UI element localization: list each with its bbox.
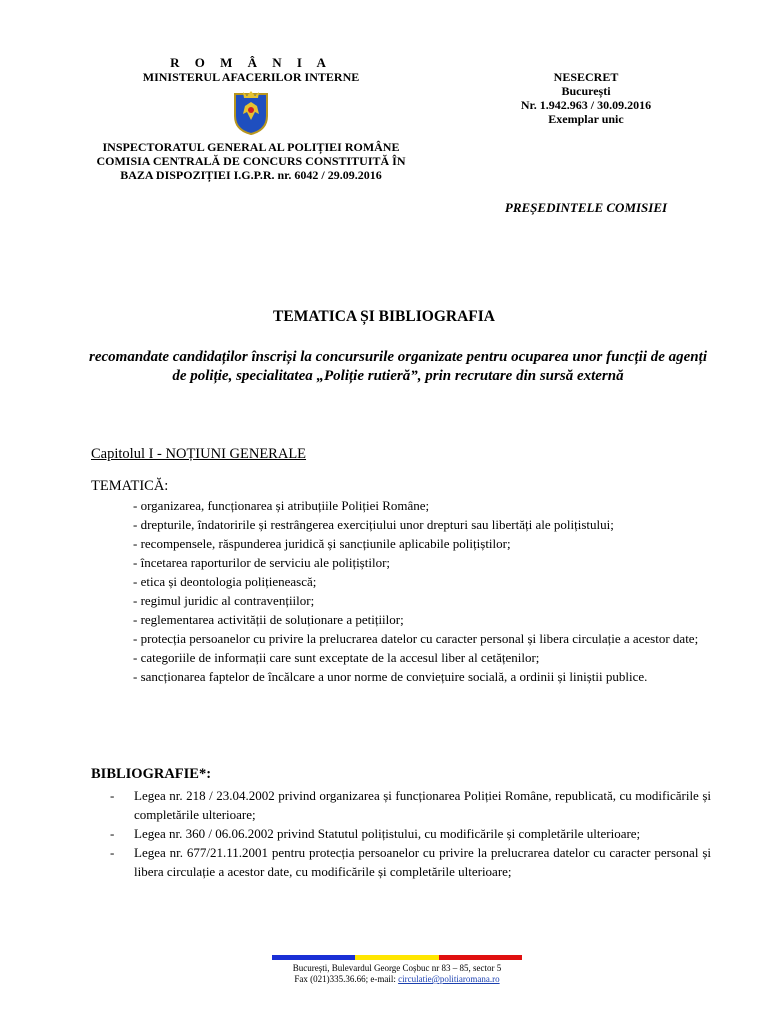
tematica-item: - regimul juridic al contravențiilor; (133, 593, 315, 608)
commission-line-1: COMISIA CENTRALĂ DE CONCURS CONSTITUITĂ ÎN (96, 154, 406, 168)
city: București (561, 84, 611, 98)
copy-note: Exemplar unic (548, 112, 624, 126)
tematica-heading: TEMATICĂ: (91, 478, 169, 494)
tematica-item: - reglementarea activității de soluționare a petițiilor; (133, 612, 404, 627)
tematica-item: - recompensele, răspunderea juridică și sancțiunile aplicabile polițiștilor; (133, 536, 511, 551)
footer-contact (200, 974, 594, 985)
list-dash: - (110, 788, 115, 803)
bibliografie-item-text: Legea nr. 218 / 23.04.2002 privind organizarea și funcționarea Poliției Române, republicată, cu modificările și completările ulterioare; (134, 788, 711, 822)
chapter-heading: Capitolul I - NOȚIUNI GENERALE (91, 446, 307, 462)
bibliografie-list (110, 786, 711, 881)
email-link[interactable]: circulatie@politiaromana.ro (398, 974, 500, 984)
footer-fax: Fax (021)335.36.66; e-mail: (294, 974, 399, 984)
tematica-item: - categoriile de informații care sunt exceptate de la accesul liber al cetățenilor; (133, 650, 540, 665)
president-title: PREȘEDINTELE COMISIEI (504, 200, 668, 215)
list-dash: - (110, 826, 115, 841)
bibliografie-item-text: Legea nr. 360 / 06.06.2002 privind Statutul polițistului, cu modificările și completările ulterioare; (134, 826, 641, 841)
footer (200, 963, 594, 985)
list-dash: - (110, 845, 115, 860)
header-right (470, 70, 702, 126)
bibliografie-item (110, 824, 711, 843)
tematica-item: - organizarea, funcționarea și atribuțiile Poliției Române; (133, 498, 430, 513)
bibliografie-heading: BIBLIOGRAFIE*: (91, 766, 212, 782)
document-title: TEMATICA ȘI BIBLIOGRAFIA (273, 308, 495, 325)
ministry-name: MINISTERUL AFACERILOR INTERNE (142, 70, 360, 84)
bibliografie-item (110, 786, 711, 824)
tematica-list (133, 496, 711, 686)
commission-line-2: BAZA DISPOZIȚIEI I.G.P.R. nr. 6042 / 29.09.2016 (120, 168, 382, 182)
tematica-item: - încetarea raporturilor de serviciu ale polițiștilor; (133, 555, 391, 570)
classification: NESECRET (553, 70, 619, 84)
tematica-item: - drepturile, îndatoririle și restrângerea exercițiului unor drepturi sau libertăți ale polițistului; (133, 517, 614, 532)
flag-stripe-yellow (355, 955, 438, 960)
country-name: R O M Â N I A (170, 55, 332, 70)
document-subtitle: recomandate candidaților înscriși la concursurile organizate pentru ocuparea unor funcții de agenți de poliție, specialitatea „Poliție rutieră”, prin recrutare din sursă externă (89, 349, 707, 384)
footer-address: București, Bulevardul George Coșbuc nr 83 – 85, sector 5 (292, 963, 502, 973)
flag-stripe-red (439, 955, 522, 960)
police-crest-icon (231, 90, 271, 136)
tematica-item: - protecția persoanelor cu privire la prelucrarea datelor cu caracter personal și libera circulație a acestor date; (133, 631, 699, 646)
header-left (88, 56, 414, 182)
flag-stripe-blue (272, 955, 355, 960)
bibliografie-item-text: Legea nr. 677/21.11.2001 pentru protecția persoanelor cu privire la prelucrarea datelor cu caracter personal și libera circulație a acestor date, cu modificările și completările ulterioare; (134, 845, 711, 879)
bibliografie-item (110, 843, 711, 881)
inspectorate-name: INSPECTORATUL GENERAL AL POLIȚIEI ROMÂNE (102, 140, 400, 154)
flag-color-bar (272, 955, 522, 960)
tematica-item: - etica și deontologia polițienească; (133, 574, 317, 589)
document-number: Nr. 1.942.963 / 30.09.2016 (520, 98, 652, 112)
tematica-item: - sancționarea faptelor de încălcare a unor norme de conviețuire socială, a ordinii și liniștii publice. (133, 669, 648, 684)
